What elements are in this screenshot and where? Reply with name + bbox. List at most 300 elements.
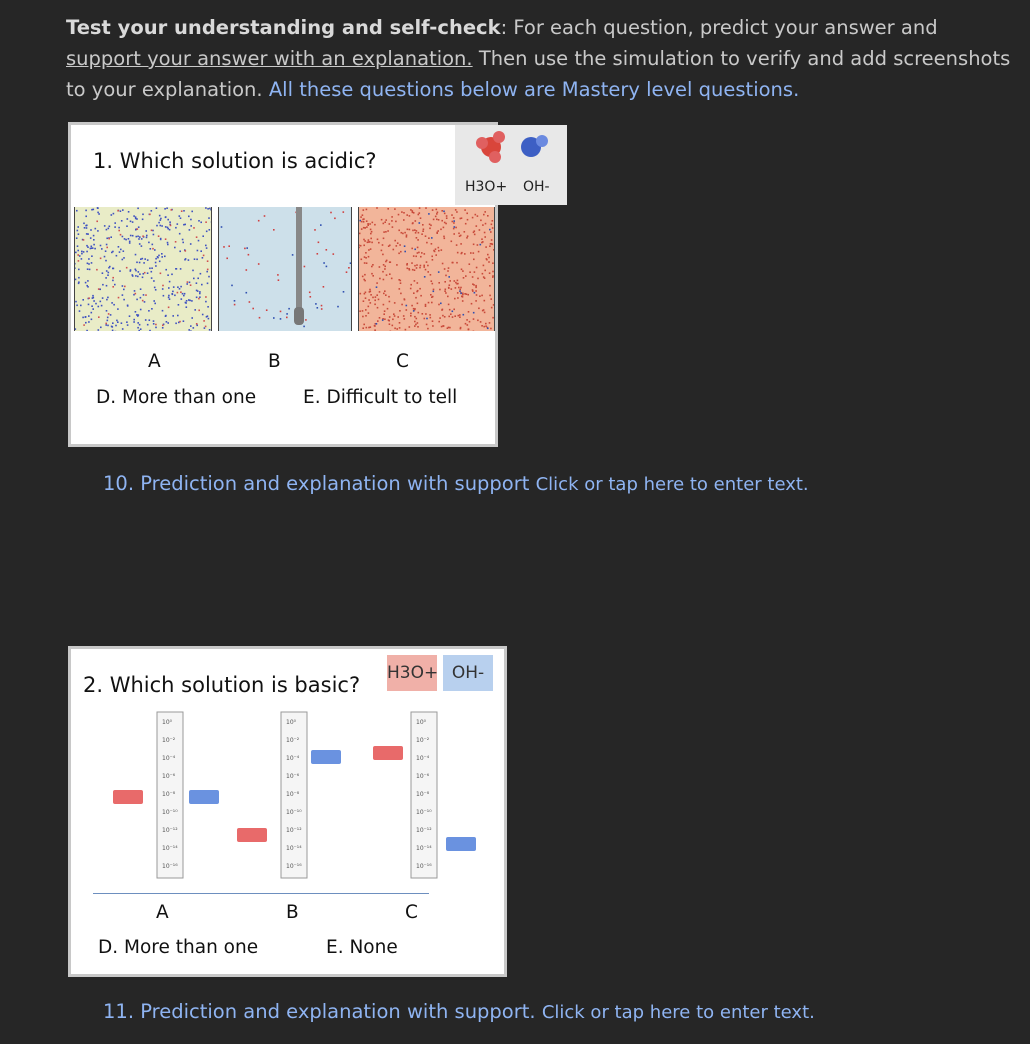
particle	[361, 221, 363, 223]
particle	[96, 221, 98, 223]
particle	[471, 303, 473, 305]
particle	[370, 238, 372, 240]
particle	[175, 227, 177, 229]
particle	[204, 327, 206, 329]
particle	[309, 292, 311, 294]
particle	[149, 330, 151, 331]
scale-tick-label: 10⁻²	[416, 737, 430, 744]
particle	[469, 263, 471, 265]
particle	[102, 272, 104, 274]
particle	[142, 258, 144, 260]
particle	[135, 269, 137, 271]
particle	[408, 268, 410, 270]
answer-10-input[interactable]: Click or tap here to enter text.	[535, 474, 809, 495]
particle	[83, 239, 85, 241]
particle	[396, 328, 398, 330]
particle	[205, 301, 207, 303]
particle	[98, 306, 100, 308]
particle	[370, 291, 372, 293]
particle	[491, 239, 493, 241]
particle	[394, 240, 396, 242]
particle	[208, 318, 210, 320]
scale-tick-label: 10⁻¹⁶	[162, 863, 178, 870]
particle	[457, 280, 459, 282]
particle	[429, 224, 431, 226]
particle	[165, 315, 167, 317]
particle	[409, 229, 411, 231]
particle	[409, 215, 411, 217]
particle	[185, 250, 187, 252]
particle	[482, 224, 484, 226]
particle	[147, 324, 149, 326]
particle	[378, 299, 380, 301]
particle	[318, 242, 320, 244]
particle	[192, 270, 194, 272]
particle	[138, 226, 140, 228]
particle	[182, 242, 184, 244]
particle	[129, 241, 131, 243]
particle	[112, 277, 114, 279]
particle	[196, 282, 198, 284]
particle	[435, 248, 437, 250]
particle	[475, 300, 477, 302]
particle	[431, 243, 433, 245]
particle	[202, 257, 204, 259]
particle	[488, 261, 490, 263]
particle	[413, 292, 415, 294]
particle	[364, 262, 366, 264]
particle	[144, 272, 146, 274]
particle	[180, 286, 182, 288]
particle	[400, 251, 402, 253]
instructions	[66, 12, 1016, 105]
particle	[228, 245, 230, 247]
particle	[377, 307, 379, 309]
particle	[148, 242, 150, 244]
particle	[383, 231, 385, 233]
particle	[420, 295, 422, 297]
particle	[264, 215, 266, 217]
particle	[120, 210, 122, 212]
particle	[432, 259, 434, 261]
particle	[443, 211, 445, 213]
particle	[451, 288, 453, 290]
particle	[97, 207, 99, 209]
particle	[400, 282, 402, 284]
particle	[95, 228, 97, 230]
particle	[441, 210, 443, 212]
particle	[136, 262, 138, 264]
particle	[365, 297, 367, 299]
particle	[323, 286, 325, 288]
particle	[77, 226, 79, 228]
particle	[203, 255, 205, 257]
question-1-title: 1. Which solution is acidic?	[93, 149, 377, 173]
particle	[420, 265, 422, 267]
question-2-title: 2. Which solution is basic?	[83, 673, 361, 697]
particle	[455, 209, 457, 211]
particle	[183, 320, 185, 322]
particle	[95, 303, 97, 305]
particle	[361, 228, 363, 230]
scale-tick-label: 10⁻¹⁰	[416, 809, 432, 816]
particle	[402, 233, 404, 235]
particle	[450, 313, 452, 315]
particle	[438, 321, 440, 323]
particle	[118, 297, 120, 299]
particle	[155, 262, 157, 264]
particle	[83, 324, 85, 326]
particle	[177, 286, 179, 288]
particle	[129, 242, 131, 244]
particle	[475, 287, 477, 289]
particle	[477, 215, 479, 217]
particle	[97, 212, 99, 214]
particle	[432, 325, 434, 327]
particle	[423, 265, 425, 267]
particle	[383, 293, 385, 295]
particle	[248, 254, 250, 256]
particle	[430, 294, 432, 296]
particle	[458, 287, 460, 289]
scale-tick-label: 10⁻¹⁴	[162, 845, 178, 852]
particle	[194, 258, 196, 260]
particle	[413, 255, 415, 257]
particle	[117, 308, 119, 310]
particle	[176, 268, 178, 270]
particle	[177, 292, 179, 294]
particle	[78, 283, 80, 285]
particle	[410, 209, 412, 211]
particle	[258, 263, 260, 265]
particle	[194, 309, 196, 311]
particle	[429, 314, 431, 316]
particle	[112, 280, 114, 282]
particle	[379, 291, 381, 293]
particle	[416, 237, 418, 239]
particle	[393, 249, 395, 251]
particle	[474, 271, 476, 273]
option-b: B	[286, 902, 299, 923]
particle	[93, 297, 95, 299]
particle	[348, 267, 350, 269]
particle	[168, 307, 170, 309]
particle	[98, 288, 100, 290]
particle	[398, 253, 400, 255]
particle	[484, 270, 486, 272]
particle	[112, 322, 114, 324]
particle	[87, 280, 89, 282]
particle	[88, 304, 90, 306]
particle	[492, 317, 494, 319]
particle	[196, 259, 198, 261]
scale-tick-label: 10⁻⁴	[286, 755, 300, 762]
particle	[145, 230, 147, 232]
particle	[90, 237, 92, 239]
particle	[362, 316, 364, 318]
particle	[473, 232, 475, 234]
particle	[363, 209, 365, 211]
particle	[125, 239, 127, 241]
particle	[386, 274, 388, 276]
particle	[178, 304, 180, 306]
particle	[142, 277, 144, 279]
particle	[143, 294, 145, 296]
particle	[412, 230, 414, 232]
oh-toggle[interactable]: OH-	[443, 655, 493, 691]
particle	[166, 207, 168, 209]
particle	[473, 252, 475, 254]
particle	[121, 322, 123, 324]
particle	[436, 219, 438, 221]
particle	[280, 311, 282, 313]
particle	[468, 329, 470, 331]
particle	[184, 293, 186, 295]
particle	[75, 301, 77, 303]
particle	[394, 315, 396, 317]
particle	[441, 249, 443, 251]
scale-c	[411, 712, 437, 878]
particle	[387, 208, 389, 210]
particle	[167, 322, 169, 324]
particle	[83, 251, 85, 253]
particle	[179, 321, 181, 323]
particle	[168, 287, 170, 289]
particle	[127, 305, 129, 307]
particle	[464, 209, 466, 211]
particle	[142, 219, 144, 221]
particle	[435, 254, 437, 256]
particle	[459, 314, 461, 316]
particle	[489, 272, 491, 274]
particle	[117, 210, 119, 212]
particle	[182, 239, 184, 241]
particle	[88, 263, 90, 265]
particle	[135, 218, 137, 220]
particle	[433, 291, 435, 293]
particle	[384, 266, 386, 268]
particle	[485, 246, 487, 248]
particle	[457, 252, 459, 254]
particle	[231, 285, 233, 287]
particle	[96, 269, 98, 271]
particle	[368, 299, 370, 301]
particle	[419, 207, 421, 209]
particle	[165, 216, 167, 218]
particle	[440, 303, 442, 305]
concentration-marker	[446, 837, 476, 851]
particle	[277, 274, 279, 276]
particle	[443, 227, 445, 229]
particle	[149, 214, 151, 216]
particle	[93, 235, 95, 237]
option-c: C	[405, 902, 418, 923]
particle	[431, 256, 433, 258]
particle	[372, 275, 374, 277]
particle	[389, 261, 391, 263]
particle	[305, 319, 307, 321]
particle	[368, 306, 370, 308]
particle	[371, 242, 373, 244]
particle	[367, 224, 369, 226]
particle	[400, 293, 402, 295]
particle	[407, 268, 409, 270]
particle	[153, 234, 155, 236]
particle	[417, 303, 419, 305]
scale-tick-label: 10⁻¹⁶	[416, 863, 432, 870]
particle	[384, 310, 386, 312]
particle	[438, 271, 440, 273]
particle	[362, 310, 364, 312]
particle	[88, 258, 90, 260]
particle	[378, 242, 380, 244]
particle	[77, 245, 79, 247]
particle	[364, 274, 366, 276]
particle	[442, 263, 444, 265]
particle	[489, 295, 491, 297]
particle	[128, 211, 130, 213]
particle	[438, 282, 440, 284]
particle	[199, 296, 201, 298]
particle	[107, 320, 109, 322]
particle	[370, 294, 372, 296]
particle	[75, 252, 77, 254]
particle	[151, 267, 153, 269]
particle	[467, 324, 469, 326]
particle	[366, 327, 368, 329]
particle	[100, 245, 102, 247]
particle	[137, 228, 139, 230]
particle	[207, 260, 209, 262]
particle	[383, 223, 385, 225]
particle	[485, 323, 487, 325]
particle	[91, 246, 93, 248]
particle	[443, 236, 445, 238]
particle	[160, 273, 162, 275]
particle	[314, 229, 316, 231]
particle	[382, 271, 384, 273]
beaker-a	[74, 207, 212, 331]
particle	[492, 271, 494, 273]
particle	[376, 323, 378, 325]
particle	[441, 220, 443, 222]
particle	[485, 223, 487, 225]
particle	[169, 229, 171, 231]
particle	[430, 274, 432, 276]
particle	[456, 244, 458, 246]
particle	[363, 221, 365, 223]
particle	[101, 248, 103, 250]
particle	[154, 287, 156, 289]
option-d: D. More than one	[98, 937, 259, 958]
particle	[389, 223, 391, 225]
particle	[414, 229, 416, 231]
particle	[363, 324, 365, 326]
h3o-toggle[interactable]: H3O+	[387, 655, 437, 691]
particle	[87, 233, 89, 235]
particle	[403, 212, 405, 214]
particle	[417, 322, 419, 324]
particle	[446, 215, 448, 217]
instructions-underlined: support your answer with an explanation.	[66, 47, 473, 70]
particle	[396, 264, 398, 266]
particle	[445, 275, 447, 277]
particle	[127, 218, 129, 220]
particle	[488, 257, 490, 259]
particle	[151, 277, 153, 279]
concentration-marker	[311, 750, 341, 764]
particle	[384, 221, 386, 223]
particle	[162, 288, 164, 290]
particle	[346, 271, 348, 273]
particle	[419, 212, 421, 214]
particle	[481, 242, 483, 244]
particle	[444, 213, 446, 215]
particle	[476, 267, 478, 269]
particle	[180, 268, 182, 270]
particle	[361, 259, 363, 261]
scale-b	[281, 712, 307, 878]
particle	[400, 280, 402, 282]
particle	[419, 288, 421, 290]
particle	[444, 238, 446, 240]
particle	[472, 283, 474, 285]
particle	[436, 213, 438, 215]
answer-11-input[interactable]: Click or tap here to enter text.	[541, 1002, 815, 1023]
particle	[143, 262, 145, 264]
particle	[379, 317, 381, 319]
particle	[441, 326, 443, 328]
oh-molecule-icon	[521, 135, 548, 157]
particle	[142, 235, 144, 237]
particle	[112, 330, 114, 331]
particle	[208, 217, 210, 219]
particle	[167, 242, 169, 244]
particle	[365, 315, 367, 317]
particle	[168, 297, 170, 299]
particle	[205, 221, 207, 223]
particle	[112, 286, 114, 288]
particle	[399, 244, 401, 246]
option-a: A	[148, 351, 161, 372]
particle	[461, 253, 463, 255]
particle	[209, 329, 211, 331]
particle	[474, 292, 476, 294]
particle	[404, 318, 406, 320]
particle	[397, 316, 399, 318]
scale-tick-label: 10⁻¹⁴	[286, 845, 302, 852]
particle	[159, 261, 161, 263]
particle	[138, 238, 140, 240]
particle	[321, 308, 323, 310]
particle	[448, 276, 450, 278]
scale-tick-label: 10⁻⁴	[162, 755, 176, 762]
particle	[89, 269, 91, 271]
particle	[190, 219, 192, 221]
particle	[401, 232, 403, 234]
particle	[77, 250, 79, 252]
particle	[462, 300, 464, 302]
particle	[417, 282, 419, 284]
particle	[447, 327, 449, 329]
particle	[150, 248, 152, 250]
particle	[425, 305, 427, 307]
particle	[205, 326, 207, 328]
particle	[90, 248, 92, 250]
particle	[371, 273, 373, 275]
particle	[410, 313, 412, 315]
ph-scales	[71, 704, 504, 894]
